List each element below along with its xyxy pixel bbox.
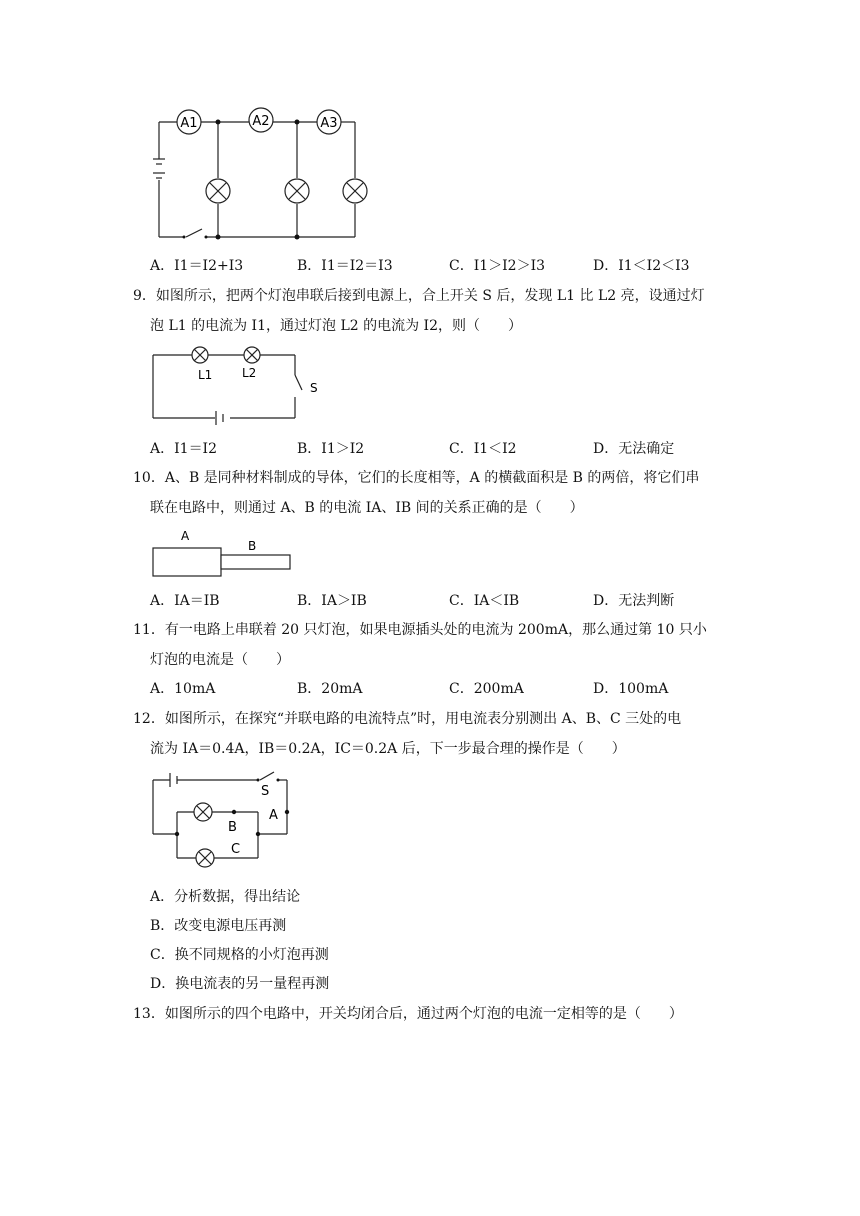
q8-option-b[interactable]: B．I1＝I2＝I3 (297, 258, 393, 274)
q11-question-line2: 灯泡的电流是（ ） (150, 652, 290, 668)
q12-option-d[interactable]: D．换电流表的另一量程再测 (150, 976, 330, 992)
q11-option-b[interactable]: B．20mA (297, 681, 363, 697)
ammeter-a2 (249, 108, 273, 132)
svg-text:B: B (248, 539, 257, 553)
q12-option-b[interactable]: B．改变电源电压再测 (150, 918, 287, 934)
lamp-icon (206, 179, 230, 203)
svg-text:C: C (231, 842, 241, 857)
svg-text:S: S (261, 784, 270, 799)
q8-option-c[interactable]: C．I1＞I2＞I3 (449, 258, 546, 274)
q12-question-line2: 流为 IA＝0.4A，IB＝0.2A，IC＝0.2A 后，下一步最合理的操作是（ ） (150, 741, 626, 757)
q9-question-line2: 泡 L1 的电流为 I1，通过灯泡 L2 的电流为 I2，则（ ） (150, 318, 522, 334)
svg-text:A: A (181, 529, 190, 543)
ammeter-a1 (177, 110, 201, 134)
q9-option-a[interactable]: A．I1＝I2 (150, 441, 217, 457)
conductor-a (153, 548, 221, 576)
lamp-l2-icon (244, 347, 260, 363)
q12-question-line1: 12．如图所示，在探究“并联电路的电流特点”时，用电流表分别测出 A、B、C 三处的电 (133, 711, 682, 727)
q10-option-a[interactable]: A．IA＝IB (150, 593, 220, 609)
q12-option-a[interactable]: A．分析数据，得出结论 (150, 889, 301, 905)
q9-option-d[interactable]: D．无法确定 (593, 441, 675, 457)
q10-question-line2: 联在电路中，则通过 A、B 的电流 IA、IB 间的关系正确的是（ ） (150, 500, 584, 516)
lamp-icon (194, 803, 212, 821)
q12-option-c[interactable]: C．换不同规格的小灯泡再测 (150, 947, 329, 963)
q11-question-line1: 11．有一电路上串联着 20 只灯泡，如果电源插头处的电流为 200mA，那么通过第 10 只小 (133, 622, 707, 638)
svg-text:A: A (269, 808, 278, 823)
q9-circuit-diagram (150, 345, 330, 425)
q8-circuit-diagram (150, 104, 370, 244)
q9-option-c[interactable]: C．I1＜I2 (449, 441, 517, 457)
svg-text:A1: A1 (180, 116, 198, 131)
q9-option-b[interactable]: B．I1＞I2 (297, 441, 365, 457)
q10-option-b[interactable]: B．IA＞IB (297, 593, 367, 609)
lamp-icon (343, 179, 367, 203)
lamp-icon (285, 179, 309, 203)
svg-text:B: B (228, 820, 237, 835)
svg-text:S: S (310, 381, 318, 395)
q8-option-a[interactable]: A．I1＝I2+I3 (150, 258, 244, 274)
svg-text:A2: A2 (252, 114, 270, 129)
svg-text:L1: L1 (198, 368, 213, 382)
q10-option-d[interactable]: D．无法判断 (593, 593, 675, 609)
svg-text:L2: L2 (242, 366, 257, 380)
q10-question-line1: 10．A、B 是同种材料制成的导体，它们的长度相等，A 的横截面积是 B 的两倍，将它们串 (133, 470, 700, 486)
svg-text:A3: A3 (320, 116, 338, 131)
q10-conductor-diagram (150, 527, 300, 582)
q12-circuit-diagram (150, 768, 310, 878)
lamp-icon (196, 849, 214, 867)
q11-option-d[interactable]: D．100mA (593, 681, 669, 697)
q9-question-line1: 9．如图所示，把两个灯泡串联后接到电源上，合上开关 S 后，发现 L1 比 L2 亮，设通过灯 (133, 288, 705, 304)
q11-option-c[interactable]: C．200mA (449, 681, 524, 697)
ammeter-a3 (317, 110, 341, 134)
q13-question-line1: 13．如图所示的四个电路中，开关均闭合后，通过两个灯泡的电流一定相等的是（ ） (133, 1006, 683, 1022)
conductor-b (221, 555, 290, 569)
lamp-l1-icon (192, 347, 208, 363)
q8-option-d[interactable]: D．I1＜I2＜I3 (593, 258, 690, 274)
q10-option-c[interactable]: C．IA＜IB (449, 593, 520, 609)
q11-option-a[interactable]: A．10mA (150, 681, 216, 697)
